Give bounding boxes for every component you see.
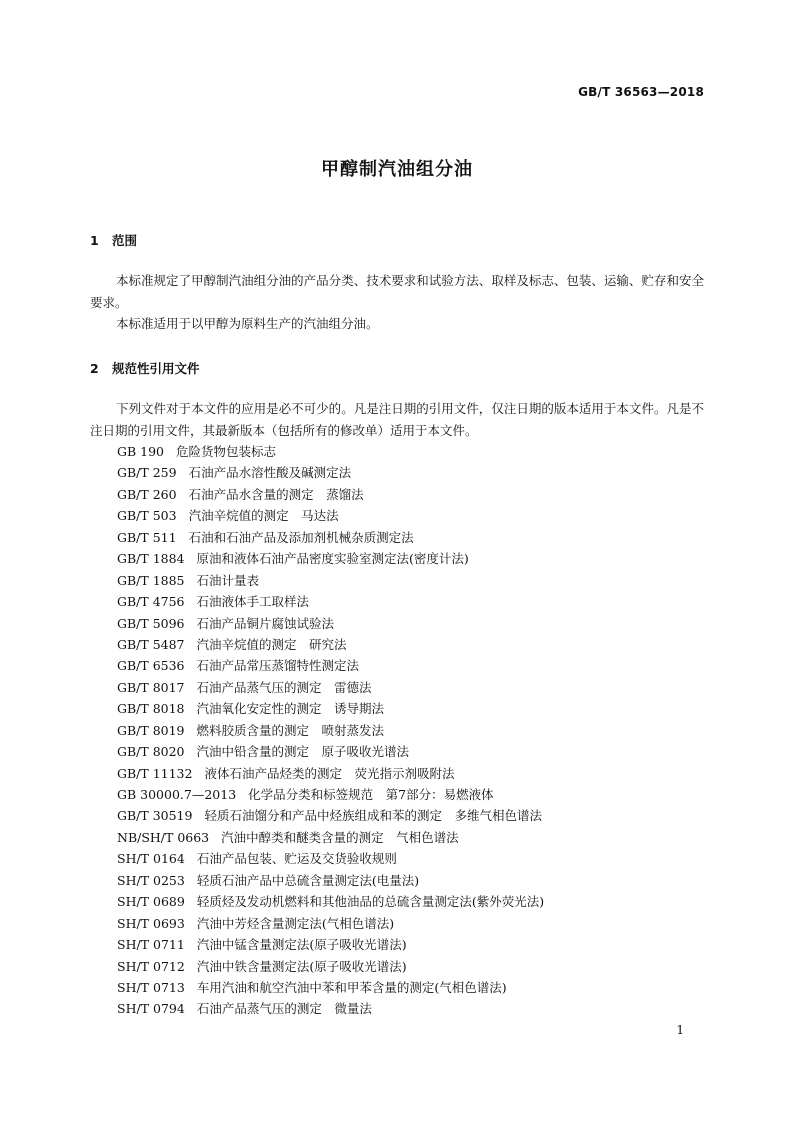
reference-item xyxy=(117,484,544,505)
reference-title: 汽油中铅含量的测定 原子吸收光谱法 xyxy=(196,744,410,760)
reference-title: 轻质烃及发动机燃料和其他油品的总硫含量测定法(紫外荧光法) xyxy=(196,894,545,910)
reference-item xyxy=(117,827,544,848)
reference-code: GB/T 5487 xyxy=(117,636,185,652)
reference-item xyxy=(117,570,544,591)
reference-title: 石油产品水含量的测定 蒸馏法 xyxy=(188,486,364,502)
section-1-number: 1 xyxy=(90,233,99,248)
reference-item xyxy=(117,934,544,955)
reference-item xyxy=(117,634,544,655)
page-number: 1 xyxy=(676,1023,684,1037)
reference-code: SH/T 0693 xyxy=(117,915,185,931)
reference-item xyxy=(117,505,544,526)
reference-title: 石油产品蒸气压的测定 雷德法 xyxy=(196,679,372,695)
reference-item xyxy=(117,784,544,805)
reference-item xyxy=(117,527,544,548)
section-2-intro-text: 下列文件对于本文件的应用是必不可少的。凡是注日期的引用文件，仅注日期的版本适用于本文件。凡是不注日期的引用文件，其最新版本（包括所有的修改单）适用于本文件。 xyxy=(90,401,704,438)
reference-title: 汽油辛烷值的测定 马达法 xyxy=(188,508,339,524)
reference-code: GB 190 xyxy=(117,444,165,459)
reference-item xyxy=(117,977,544,998)
reference-title: 车用汽油和航空汽油中苯和甲苯含量的测定(气相色谱法) xyxy=(196,979,507,995)
reference-item xyxy=(117,870,544,891)
reference-code: NB/SH/T 0663 xyxy=(117,829,210,845)
reference-title: 危险货物包装标志 xyxy=(176,444,277,459)
reference-title: 石油产品水溶性酸及碱测定法 xyxy=(188,465,352,481)
reference-item xyxy=(117,956,544,977)
reference-title: 轻质石油产品中总硫含量测定法(电量法) xyxy=(196,872,420,888)
reference-title: 化学品分类和标签规范 第7部分：易燃液体 xyxy=(248,787,494,802)
reference-code: GB/T 8018 xyxy=(117,701,185,717)
standard-code: GB/T 36563—2018 xyxy=(578,85,704,99)
section-2-number: 2 xyxy=(90,361,99,376)
reference-title: 轻质石油馏分和产品中烃族组成和苯的测定 多维气相色谱法 xyxy=(204,808,542,824)
reference-item xyxy=(117,998,544,1019)
reference-title: 燃料胶质含量的测定 喷射蒸发法 xyxy=(196,722,385,738)
reference-code: SH/T 0711 xyxy=(117,937,185,953)
reference-code: GB/T 11132 xyxy=(117,765,193,781)
reference-title: 汽油中铁含量测定法(原子吸收光谱法) xyxy=(196,958,407,974)
reference-item xyxy=(117,548,544,569)
reference-code: GB/T 511 xyxy=(117,529,177,545)
reference-code: SH/T 0253 xyxy=(117,872,185,888)
section-1-paragraph-2-text: 本标准适用于以甲醇为原料生产的汽油组分油。 xyxy=(116,316,379,331)
reference-item xyxy=(117,441,544,462)
reference-code: GB 30000.7—2013 xyxy=(117,787,237,802)
reference-item xyxy=(117,913,544,934)
reference-code: GB/T 8019 xyxy=(117,722,185,738)
reference-item xyxy=(117,462,544,483)
document-title: 甲醇制汽油组分油 xyxy=(321,159,473,180)
reference-item xyxy=(117,698,544,719)
reference-code: GB/T 1884 xyxy=(117,551,185,567)
reference-code: SH/T 0794 xyxy=(117,1001,185,1017)
reference-item xyxy=(117,805,544,826)
reference-code: GB/T 260 xyxy=(117,486,177,502)
reference-title: 液体石油产品烃类的测定 荧光指示剂吸附法 xyxy=(204,765,455,781)
reference-item xyxy=(117,848,544,869)
reference-title: 石油计量表 xyxy=(196,572,260,588)
reference-title: 石油产品常压蒸馏特性测定法 xyxy=(196,658,360,674)
section-1-paragraph-2 xyxy=(90,313,704,335)
reference-item xyxy=(117,720,544,741)
section-2-title: 规范性引用文件 xyxy=(112,361,200,376)
reference-item xyxy=(117,741,544,762)
section-1-heading xyxy=(90,231,137,249)
reference-title: 汽油中锰含量测定法(原子吸收光谱法) xyxy=(196,937,407,953)
reference-title: 石油和石油产品及添加剂机械杂质测定法 xyxy=(188,529,414,545)
reference-title: 汽油辛烷值的测定 研究法 xyxy=(196,636,347,652)
reference-code: GB/T 8017 xyxy=(117,679,185,695)
reference-code: GB/T 6536 xyxy=(117,658,185,674)
section-2-intro xyxy=(90,398,704,442)
reference-item xyxy=(117,613,544,634)
reference-title: 原油和液体石油产品密度实验室测定法(密度计法) xyxy=(196,551,469,567)
reference-item xyxy=(117,591,544,612)
reference-code: GB/T 5096 xyxy=(117,615,185,631)
reference-item xyxy=(117,655,544,676)
section-1-paragraph-1-text: 本标准规定了甲醇制汽油组分油的产品分类、技术要求和试验方法、取样及标志、包装、运输、贮存和安全要求。 xyxy=(90,273,704,310)
reference-code: GB/T 503 xyxy=(117,508,177,524)
reference-code: SH/T 0164 xyxy=(117,851,185,867)
normative-references-list xyxy=(117,441,544,1020)
reference-code: GB/T 8020 xyxy=(117,744,185,760)
reference-title: 石油产品包装、贮运及交货验收规则 xyxy=(196,851,397,867)
section-1-title: 范围 xyxy=(112,233,138,248)
reference-code: GB/T 4756 xyxy=(117,594,185,610)
reference-title: 石油液体手工取样法 xyxy=(196,594,310,610)
section-2-heading xyxy=(90,359,200,377)
reference-title: 汽油中醇类和醚类含量的测定 气相色谱法 xyxy=(221,829,459,845)
reference-code: SH/T 0689 xyxy=(117,894,185,910)
reference-code: GB/T 1885 xyxy=(117,572,185,588)
reference-title: 石油产品蒸气压的测定 微量法 xyxy=(196,1001,372,1017)
reference-title: 石油产品铜片腐蚀试验法 xyxy=(196,615,335,631)
reference-title: 汽油氧化安定性的测定 诱导期法 xyxy=(196,701,385,717)
reference-item xyxy=(117,763,544,784)
reference-code: SH/T 0713 xyxy=(117,979,185,995)
reference-code: SH/T 0712 xyxy=(117,958,185,974)
reference-item xyxy=(117,677,544,698)
reference-item xyxy=(117,891,544,912)
section-1-paragraph-1 xyxy=(90,270,704,314)
reference-title: 汽油中芳烃含量测定法(气相色谱法) xyxy=(196,915,395,931)
reference-code: GB/T 259 xyxy=(117,465,177,481)
reference-code: GB/T 30519 xyxy=(117,808,193,824)
